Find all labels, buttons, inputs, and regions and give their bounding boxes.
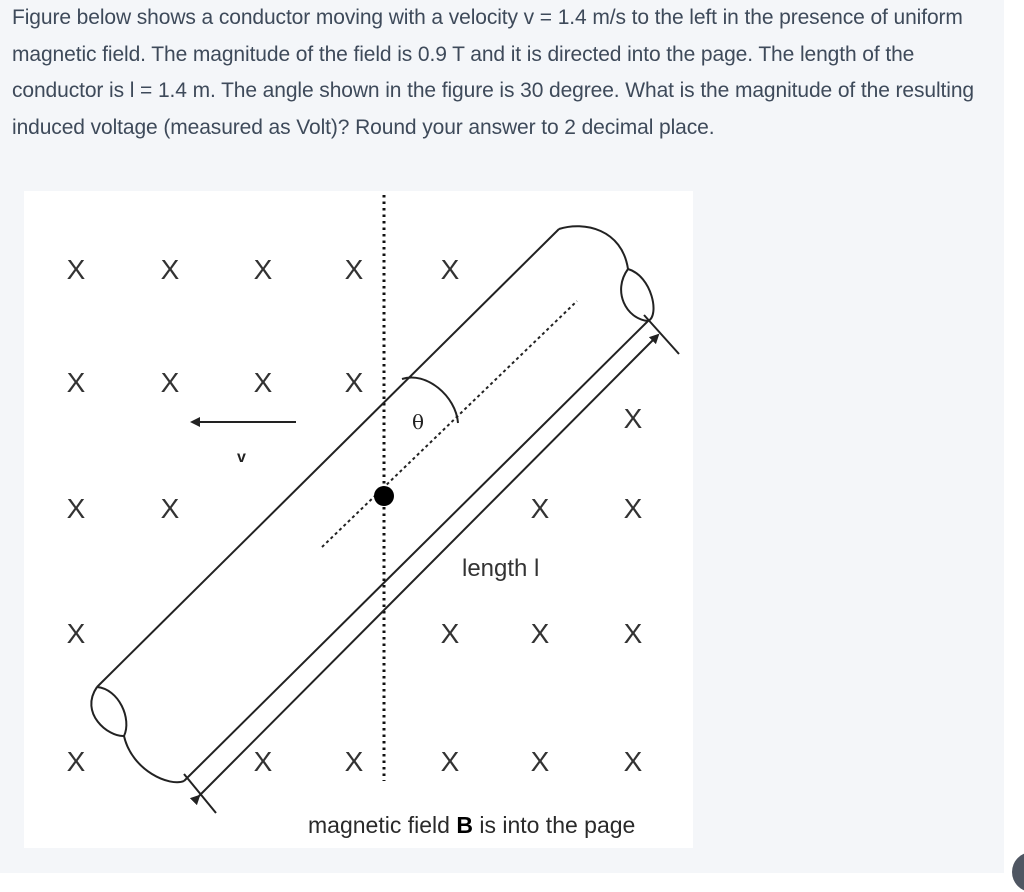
angle-arc [402,377,458,423]
field-marker: X [66,254,86,285]
field-marker: X [160,254,180,285]
pivot-point [374,486,394,506]
field-marker: X [160,367,180,398]
field-marker: X [344,746,364,777]
field-marker: X [623,746,643,777]
field-marker: X [66,493,86,524]
field-marker: X [253,746,273,777]
field-marker: X [623,618,643,649]
question-text: Figure below shows a conductor moving with a velocity v = 1.4 m/s to the left in the presence of uniform magnetic field. The magnitude of the field is 0.9 T and it is directed into the page. The length of the conductor is l = 1.4 m. The angle shown in the figure is 30 degree. What is the magnitude of the resulting induced voltage (measured as Volt)? Round your answer to 2 decimal place. [12,6,974,139]
field-marker: X [253,367,273,398]
field-marker: X [530,746,550,777]
field-marker: X [530,493,550,524]
field-direction-caption: magnetic field B is into the page [308,812,636,838]
field-marker: X [623,403,643,434]
field-marker: X [66,618,86,649]
length-label: length l [462,555,540,582]
field-marker: X [344,367,364,398]
field-marker: X [160,493,180,524]
field-marker: X [440,746,460,777]
field-marker: X [440,618,460,649]
conductor-figure [24,191,693,848]
figure-drawing [24,191,693,848]
field-marker: X [66,746,86,777]
field-marker: X [440,254,460,285]
field-marker: X [253,254,273,285]
field-markers [67,254,643,777]
corner-avatar[interactable] [1012,852,1024,892]
field-marker: X [344,254,364,285]
angle-label: θ [412,410,425,434]
field-marker: X [66,367,86,398]
velocity-label: v [237,449,246,466]
field-marker: X [623,493,643,524]
field-marker: X [530,618,550,649]
